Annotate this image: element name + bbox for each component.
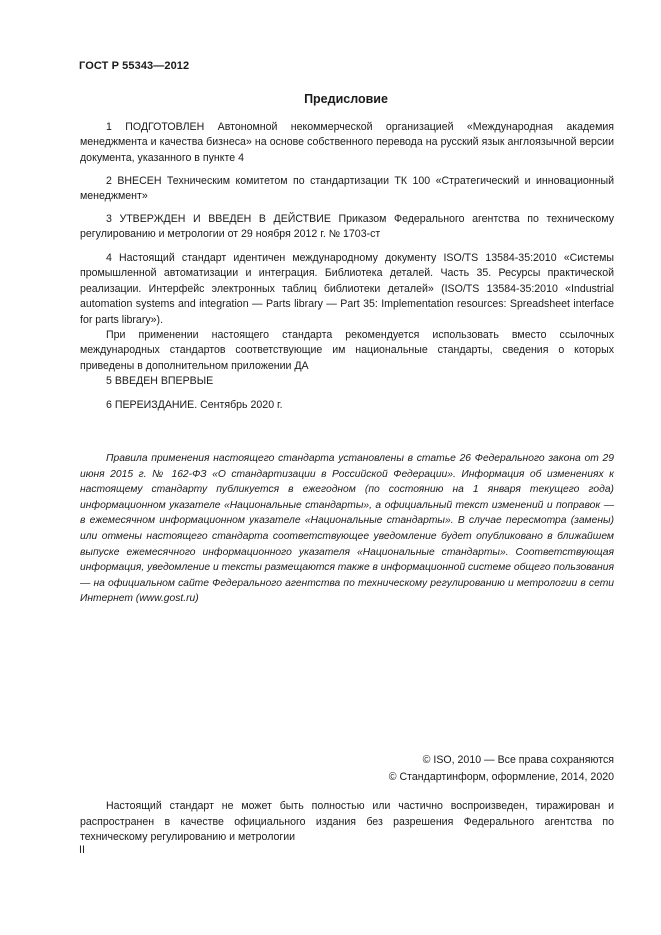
preface-item-4 (80, 251, 614, 374)
preface-item-5 (80, 374, 614, 389)
reproduction-notice: Настоящий стандарт не может быть полностью или частично воспроизведен, тиражирован и распространен в качестве официального издания без разрешения Федерального агентства по техническому регулированию и метрологии (80, 800, 614, 844)
iso-copyright: © ISO, 2010 — Все права сохраняются (422, 754, 614, 766)
preface-item-6 (80, 398, 614, 413)
page-number: II (79, 844, 85, 856)
preface-item-3 (80, 212, 614, 243)
preface-item-4-text: 4 Настоящий стандарт идентичен международному документу ISO/TS 13584-35:2010 «Системы промышленной автоматизации и интеграция. Библиотека деталей. Часть 35. Ресурсы практической реализации. Интерфейс электронных таблиц библиотеки деталей» (ISO/TS 13584-35:2010 «Industrial automation systems and integration — Parts library — Part 35: Implementation resources: Spreadsheet interface for parts library»). (80, 252, 614, 326)
preface-item-3-text: 3 УТВЕРЖДЕН И ВВЕДЕН В ДЕЙСТВИЕ Приказом Федерального агентства по техническому регулированию и метрологии от 29 ноября 2012 г. № 1703-ст (80, 213, 614, 241)
preface-item-6-text: 6 ПЕРЕИЗДАНИЕ. Сентябрь 2020 г. (106, 399, 283, 411)
page-title: Предисловие (304, 92, 388, 106)
preface-item-1-text: 1 ПОДГОТОВЛЕН Автономной некоммерческой организацией «Международная академия менеджмента и качества бизнеса» на основе собственного перевода на русский язык англоязычной версии документа, указанного в пункте 4 (80, 121, 614, 164)
standard-code: ГОСТ Р 55343—2012 (79, 60, 190, 72)
preface-item-5-text: 5 ВВЕДЕН ВПЕРВЫЕ (106, 375, 214, 387)
preface-item-4-note: При применении настоящего стандарта рекомендуется использовать вместо ссылочных международных стандартов соответствующие им национальные стандарты, сведения о которых приведены в дополнительном приложении ДА (80, 329, 614, 372)
preface-item-1 (80, 120, 614, 166)
preface-item-2 (80, 174, 614, 205)
preface-item-2-text: 2 ВНЕСЕН Техническим комитетом по стандартизации ТК 100 «Стратегический и инновационный менеджмент» (80, 175, 614, 203)
application-rules-notice: Правила применения настоящего стандарта установлены в статье 26 Федерального закона от 29 июня 2015 г. № 162-ФЗ «О стандартизации в Российской Федерации». Информация об изменениях к настоящему стандарту публикуется в ежегодном (по состоянию на 1 января текущего года) информационном указателе «Национальные стандарты», а официальный текст изменений и поправок — в ежемесячном информационном указателе «Национальные стандарты». В случае пересмотра (замены) или отмены настоящего стандарта соответствующее уведомление будет опубликовано в ближайшем выпуске ежемесячного информационного указателя «Национальные стандарты». Соответствующая информация, уведомление и тексты размещаются также в информационной системе общего пользования — на официальном сайте Федерального агентства по техническому регулированию и метрологии в сети Интернет (www.gost.ru) (80, 453, 614, 605)
standartinform-copyright: © Стандартинформ, оформление, 2014, 2020 (388, 771, 614, 783)
